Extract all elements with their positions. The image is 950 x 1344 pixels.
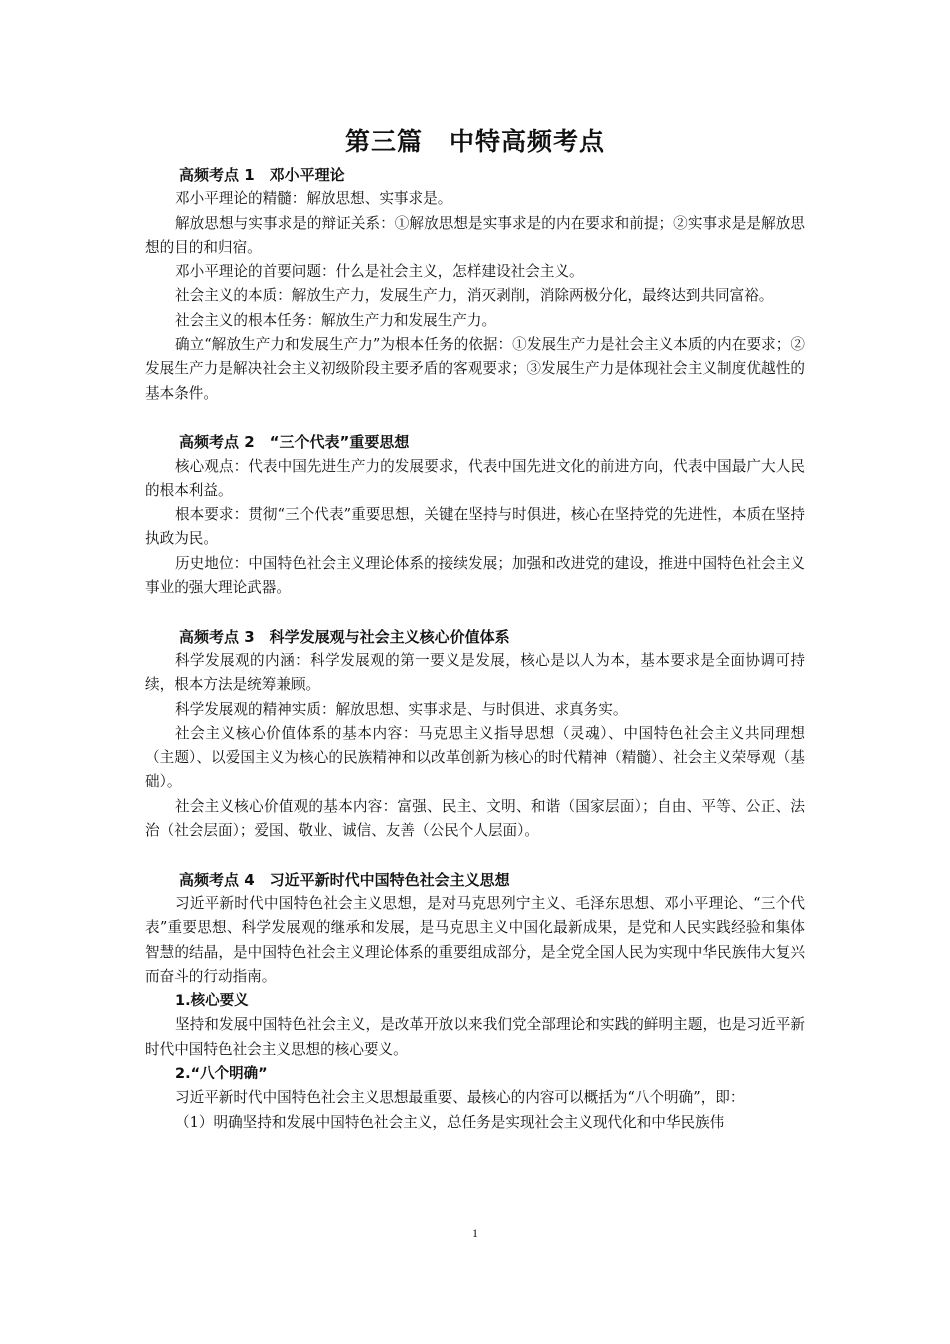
paragraph: 社会主义核心价值观的基本内容：富强、民主、文明、和谐（国家层面）；自由、平等、公正、法治（社会层面）；爱国、敬业、诚信、友善（公民个人层面）。 xyxy=(145,797,805,840)
subheading: 1.核心要义 xyxy=(175,993,249,1010)
section-heading: 高频考点 4 习近平新时代中国特色社会主义思想 xyxy=(179,870,510,889)
paragraph: 社会主义核心价值体系的基本内容：马克思主义指导思想（灵魂）、中国特色社会主义共同理想（主题）、以爱国主义为核心的民族精神和以改革创新为核心的时代精神（精髓）、社会主义荣辱观（基础）。 xyxy=(145,724,805,791)
section-heading: 高频考点 2 “三个代表”重要思想 xyxy=(179,433,410,452)
section-heading: 高频考点 1 邓小平理论 xyxy=(179,166,345,184)
paragraph: 社会主义的根本任务：解放生产力和发展生产力。 xyxy=(175,311,497,329)
document-body xyxy=(145,163,805,1135)
paragraph: 科学发展观的精神实质：解放思想、实事求是、与时俱进、求真务实。 xyxy=(175,700,628,718)
paragraph: 科学发展观的内涵：科学发展观的第一要义是发展，核心是以人为本，基本要求是全面协调可持续，根本方法是统筹兼顾。 xyxy=(145,651,805,694)
list-item: （1）明确坚持和发展中国特色社会主义，总任务是实现社会主义现代化和中华民族伟 xyxy=(175,1113,725,1131)
section-spacer xyxy=(145,843,805,867)
paragraph: 历史地位：中国特色社会主义理论体系的接续发展；加强和改进党的建设，推进中国特色社会主义事业的强大理论武器。 xyxy=(145,554,805,597)
subheading: 2.“八个明确” xyxy=(175,1065,268,1082)
paragraph: 核心观点：代表中国先进生产力的发展要求，代表中国先进文化的前进方向，代表中国最广大人民的根本利益。 xyxy=(145,457,805,499)
paragraph: 坚持和发展中国特色社会主义，是改革开放以来我们党全部理论和实践的鲜明主题，也是习近平新时代中国特色社会主义思想的核心要义。 xyxy=(145,1016,805,1058)
paragraph: 习近平新时代中国特色社会主义思想最重要、最核心的内容可以概括为“八个明确”，即： xyxy=(175,1089,745,1107)
paragraph: 邓小平理论的精髓：解放思想、实事求是。 xyxy=(175,190,453,208)
section-spacer xyxy=(145,406,805,430)
page-number: 1 xyxy=(472,1226,478,1240)
paragraph: 解放思想与实事求是的辩证关系：①解放思想是实事求是的内在要求和前提；②实事求是是解放思想的目的和归宿。 xyxy=(145,214,805,256)
paragraph: 社会主义的本质：解放生产力，发展生产力，消灭剥削，消除两极分化，最终达到共同富裕。 xyxy=(175,287,774,305)
section-spacer xyxy=(145,600,805,624)
paragraph: 根本要求：贯彻“三个代表”重要思想，关键在坚持与时俱进，核心在坚持党的先进性，本质在坚持执政为民。 xyxy=(145,506,805,548)
page-title: 第三篇 中特高频考点 xyxy=(344,127,605,156)
paragraph: 确立“解放生产力和发展生产力”为根本任务的依据：①发展生产力是社会主义本质的内在要求；②发展生产力是解决社会主义初级阶段主要矛盾的客观要求；③发展生产力是体现社会主义制度优越性的基本条件。 xyxy=(145,336,805,402)
paragraph: 习近平新时代中国特色社会主义思想，是对马克思列宁主义、毛泽东思想、邓小平理论、“三个代表”重要思想、科学发展观的继承和发展，是马克思主义中国化最新成果，是党和人民实践经验和集体智慧的结晶，是中国特色社会主义理论体系的重要组成部分，是全党全国人民为实现中华民族伟大复兴而奋斗的行动指南。 xyxy=(145,894,805,985)
paragraph: 邓小平理论的首要问题：什么是社会主义，怎样建设社会主义。 xyxy=(175,263,584,281)
section-heading: 高频考点 3 科学发展观与社会主义核心价值体系 xyxy=(179,627,510,646)
